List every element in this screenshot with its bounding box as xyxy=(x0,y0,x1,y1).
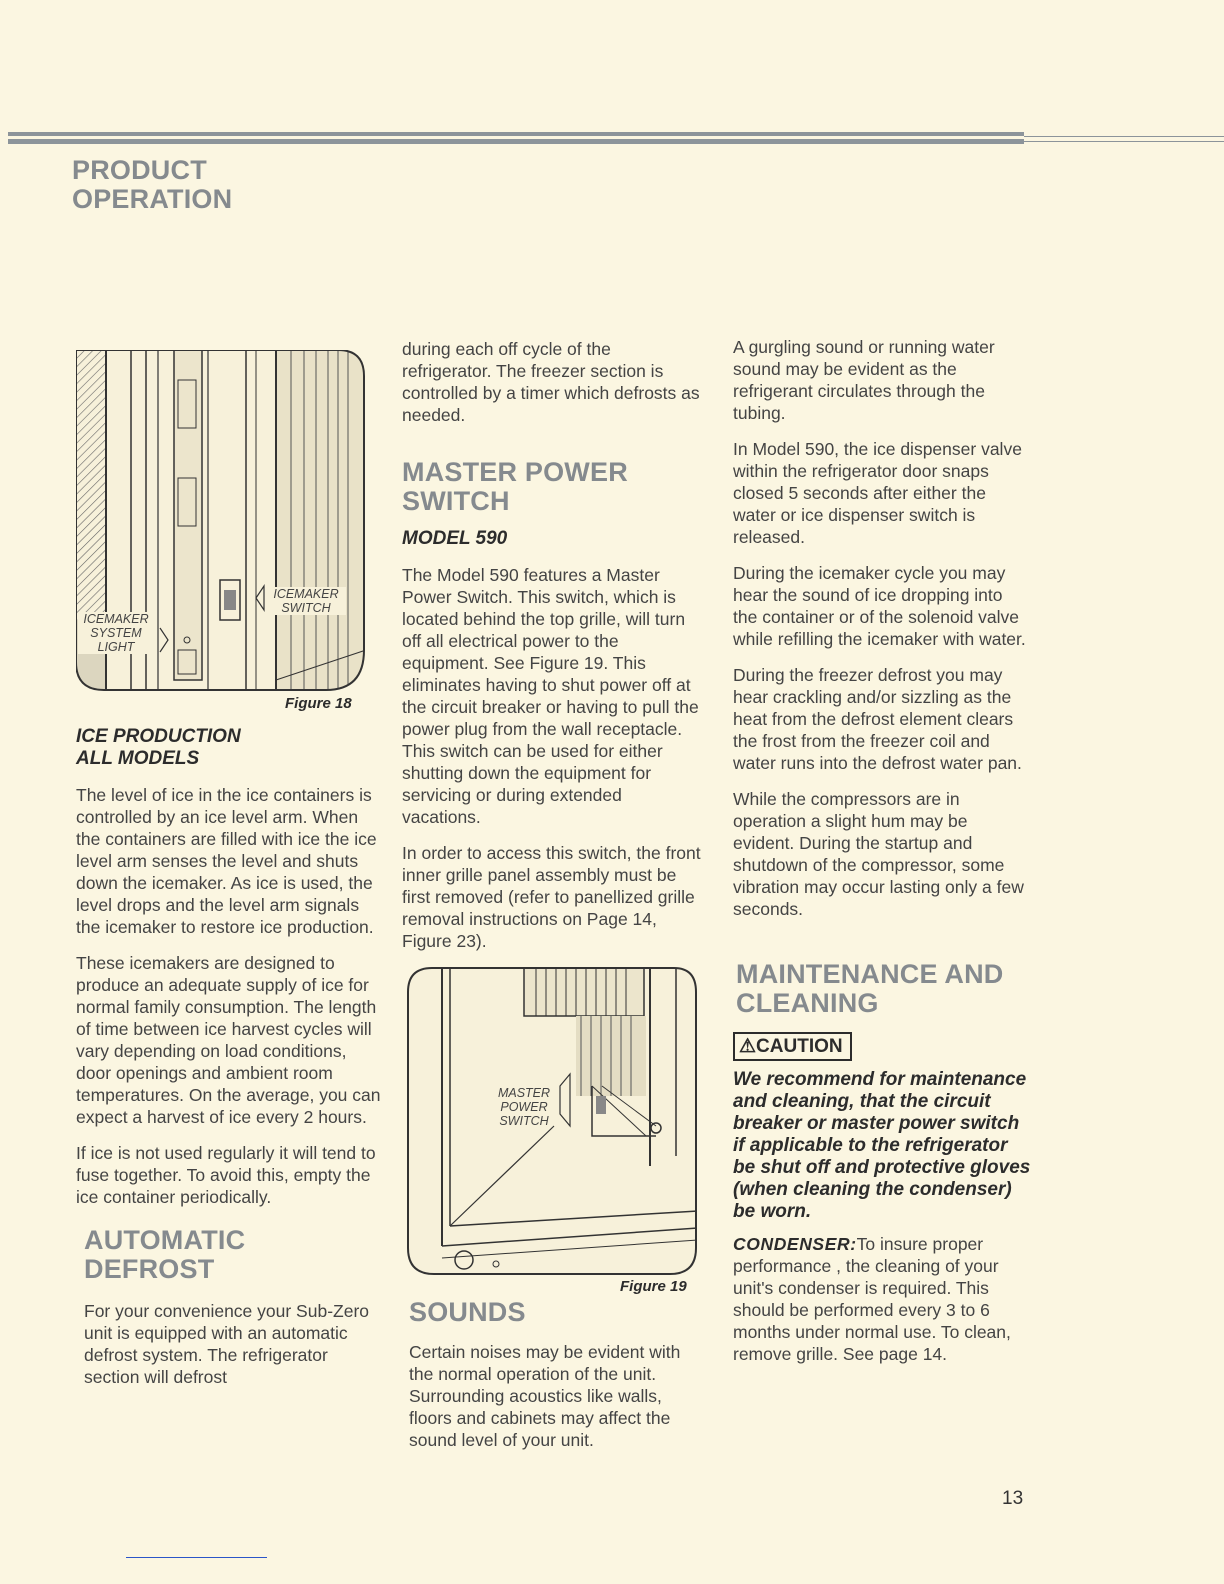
right-column xyxy=(733,336,1031,1379)
caution-badge xyxy=(733,1032,852,1061)
header-rule xyxy=(8,132,1024,144)
figure-19-caption: Figure 19 xyxy=(620,1278,687,1295)
figure-18-caption: Figure 18 xyxy=(285,695,352,712)
icemaker-switch-label: ICEMAKER SWITCH xyxy=(266,587,346,615)
master-power-paragraph-2: In order to access this switch, the front inner grille panel assembly must be first removed (refer to panellized grille removal instructions on Page 14, Figure 23). xyxy=(402,843,701,951)
automatic-defrost-continued: during each off cycle of the refrigerator. The freezer section is controlled by a timer which defrosts as needed. xyxy=(402,339,700,425)
middle-column xyxy=(402,338,702,966)
master-power-paragraph-1: The Model 590 features a Master Power Switch. This switch, which is located behind the top grille, will turn off all electrical power to the equipment. See Figure 19. This eliminates having to shut power off at the circuit breaker or having to pull the power plug from the wall receptacle. This switch can be used for either shutting down the equipment for servicing or during extended vacations. xyxy=(402,565,699,827)
scan-edge-line xyxy=(126,1557,267,1558)
condenser-label: CONDENSER: xyxy=(733,1234,857,1254)
page-section-title: PRODUCT OPERATION xyxy=(72,155,233,214)
sounds-title: SOUNDS xyxy=(409,1297,526,1327)
caution-label: CAUTION xyxy=(756,1036,843,1057)
page-number: 13 xyxy=(1002,1488,1024,1509)
ice-production-paragraph-1: The level of ice in the ice containers is controlled by an ice level arm. When the containers are filled with ice the ice level arm senses the level and shuts down the icemaker. As ice is used, the level drops and the level arm signals the icemaker to restore ice production. xyxy=(76,785,377,937)
maintenance-warning: We recommend for maintenance and cleaning, that the circuit breaker or master power switch if applicable to the refrigerator be shut off and protective gloves (when cleaning the condenser) be worn. xyxy=(733,1069,1031,1222)
icemaker-system-light-label: ICEMAKER SYSTEM LIGHT xyxy=(78,612,154,654)
sounds-right-paragraph-5: While the compressors are in operation a slight hum may be evident. During the startup and shutdown of the compressor, some vibration may occur lasting only a few seconds. xyxy=(733,789,1024,919)
header-rule-extension xyxy=(1024,136,1224,142)
figure-19 xyxy=(406,966,698,1278)
automatic-defrost-title: AUTOMATIC DEFROST xyxy=(84,1225,246,1284)
ice-production-title: ICE PRODUCTION ALL MODELS xyxy=(76,726,241,769)
sounds-right-paragraph-4: During the freezer defrost you may hear crackling and/or sizzling as the heat from the defrost element clears the frost from the freezer coil and water runs into the defrost water pan. xyxy=(733,665,1022,773)
sounds-right-paragraph-2: In Model 590, the ice dispenser valve within the refrigerator door snaps closed 5 seconds after either the water or ice dispenser switch is released. xyxy=(733,439,1022,547)
master-power-switch-label: MASTER POWER SWITCH xyxy=(497,1086,551,1128)
ice-production-paragraph-3: If ice is not used regularly it will tend to fuse together. To avoid this, empty the ice container periodically. xyxy=(76,1143,376,1207)
condenser-paragraph xyxy=(733,1233,1031,1365)
model-590-subtitle: MODEL 590 xyxy=(402,528,508,549)
condenser-text: To insure proper performance , the cleaning of your unit's condenser is required. This should be performed every 3 to 6 months under normal use. To clean, remove grille. See page 14. xyxy=(733,1234,1011,1364)
sounds-right-paragraph-3: During the icemaker cycle you may hear the sound of ice dropping into the container or of the solenoid valve while refilling the icemaker with water. xyxy=(733,563,1026,649)
warning-triangle-icon: ⚠ xyxy=(739,1036,757,1057)
automatic-defrost-paragraph: For your convenience your Sub-Zero unit is equipped with an automatic defrost system. The refrigerator section will defrost xyxy=(84,1301,369,1387)
sounds-right-paragraph-1: A gurgling sound or running water sound may be evident as the refrigerant circulates through the tubing. xyxy=(733,337,995,423)
master-power-title: MASTER POWER SWITCH xyxy=(402,457,628,516)
left-column xyxy=(76,726,386,1402)
sounds-section xyxy=(409,1298,709,1465)
maintenance-title: MAINTENANCE AND CLEANING xyxy=(736,959,1004,1018)
sounds-paragraph: Certain noises may be evident with the normal operation of the unit. Surrounding acoustics like walls, floors and cabinets may affect the sound level of your unit. xyxy=(409,1342,681,1450)
ice-production-paragraph-2: These icemakers are designed to produce an adequate supply of ice for normal family consumption. The length of time between ice harvest cycles will vary depending on load conditions, door openings and ambient room temperatures. On the average, you can expect a harvest of ice every 2 hours. xyxy=(76,953,381,1127)
figure-18 xyxy=(76,350,366,695)
